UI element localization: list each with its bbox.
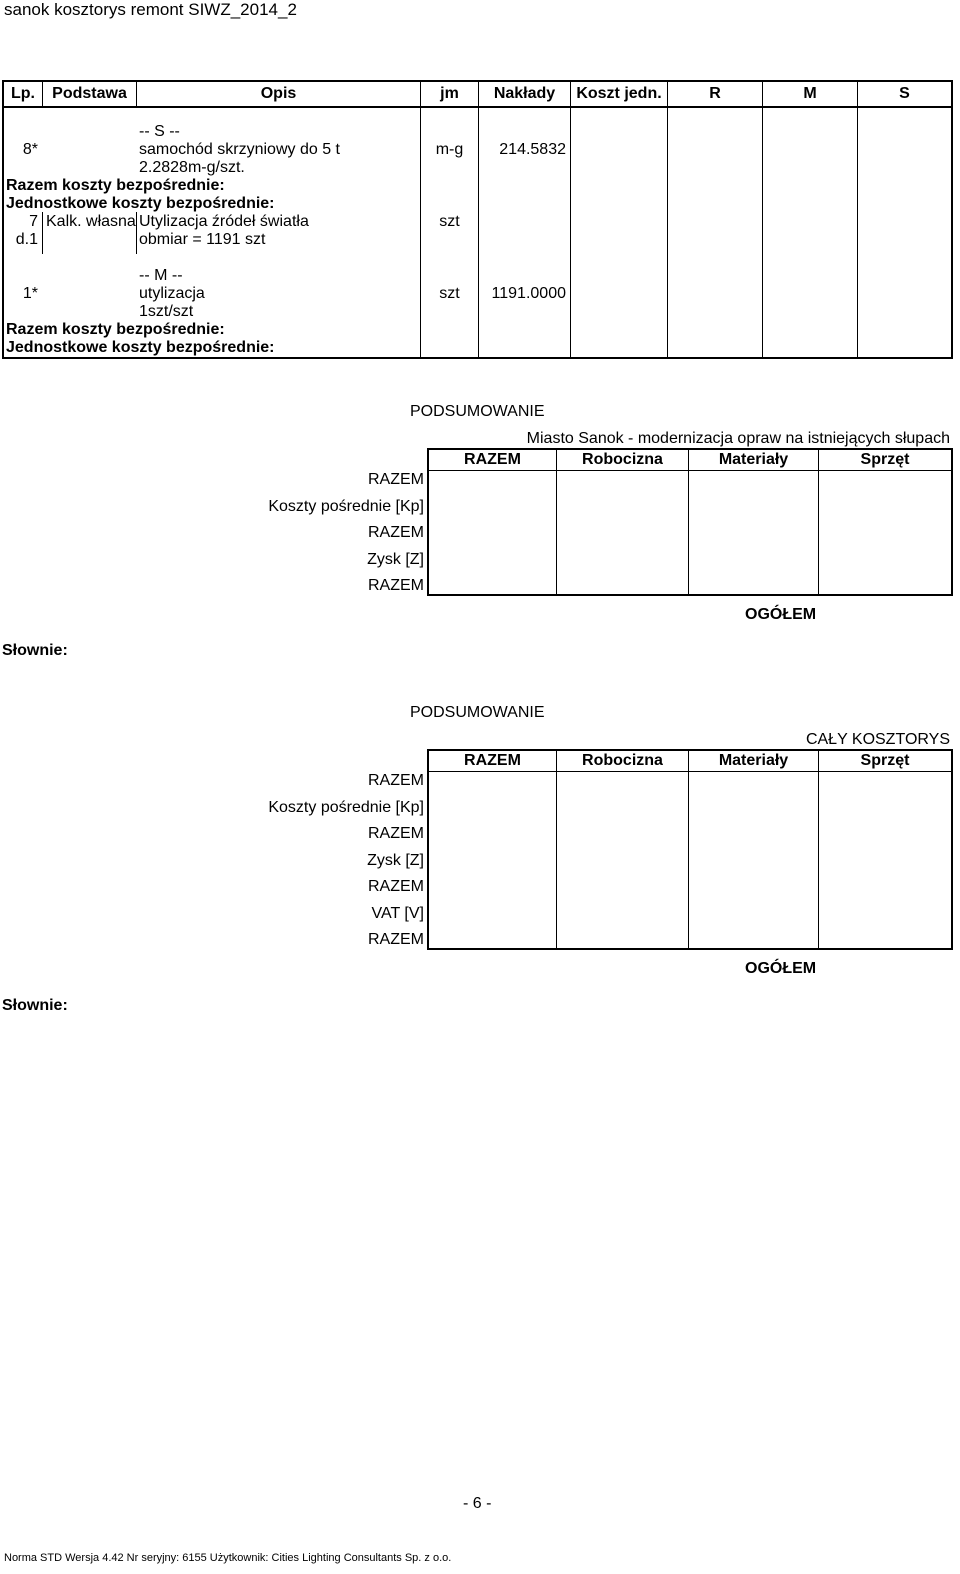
- summary-column-razem: RAZEM: [464, 451, 521, 468]
- summary-column-robocizna: Robocizna: [582, 451, 663, 468]
- summary-row-label: VAT [V]: [371, 905, 424, 922]
- position-number-detail: d.1: [15, 231, 38, 248]
- summary-total: OGÓŁEM: [745, 606, 817, 623]
- header-podstawa: Podstawa: [52, 85, 127, 102]
- row-naklady: 214.5832: [499, 141, 566, 158]
- header-r: R: [709, 85, 721, 102]
- razem-label: Razem koszty bezpośrednie:: [6, 321, 225, 338]
- row-opis-line: -- M --: [139, 267, 183, 284]
- summary-heading: PODSUMOWANIE: [410, 704, 545, 721]
- summary-row-label: Zysk [Z]: [367, 551, 424, 568]
- razem-label: Razem koszty bezpośrednie:: [6, 177, 225, 194]
- position-obmiar: obmiar = 1191 szt: [139, 231, 266, 248]
- row-opis-line: utylizacja: [139, 285, 205, 302]
- row-jm: m-g: [435, 141, 464, 158]
- summary-row-label: Koszty pośrednie [Kp]: [268, 799, 424, 816]
- footer-text: Norma STD Wersja 4.42 Nr seryjny: 6155 Użytkownik: Cities Lighting Consultants Sp. z o.o.: [4, 1552, 452, 1564]
- summary-row-label: Koszty pośrednie [Kp]: [268, 498, 424, 515]
- summary-row-label: RAZEM: [368, 524, 424, 541]
- summary-heading: PODSUMOWANIE: [410, 403, 545, 420]
- summary-row-label: RAZEM: [368, 931, 424, 948]
- header-opis: Opis: [260, 85, 297, 102]
- jednostkowe-label: Jednostkowe koszty bezpośrednie:: [6, 339, 275, 356]
- row-opis-line: 1szt/szt: [139, 303, 194, 320]
- row-jm: szt: [439, 285, 460, 302]
- header-s: S: [899, 85, 910, 102]
- document-title: sanok kosztorys remont SIWZ_2014_2: [4, 0, 297, 19]
- summary-column-robocizna: Robocizna: [582, 752, 663, 769]
- row-naklady: 1191.0000: [491, 285, 566, 302]
- header-lp: Lp.: [11, 85, 35, 102]
- summary-row-label: RAZEM: [368, 471, 424, 488]
- summary-subtitle: CAŁY KOSZTORYS: [805, 731, 950, 748]
- summary-column-sprzet: Sprzęt: [860, 451, 910, 468]
- summary-row-label: Zysk [Z]: [367, 852, 424, 869]
- summary-row-label: RAZEM: [368, 772, 424, 789]
- position-number: 7: [29, 213, 38, 230]
- row-opis-line: 2.2828m-g/szt.: [139, 159, 245, 176]
- header-naklady: Nakłady: [493, 85, 556, 102]
- summary-column-materialy: Materiały: [718, 451, 789, 468]
- row-lp: 1*: [22, 285, 38, 302]
- summary-row-label: RAZEM: [368, 577, 424, 594]
- row-lp: 8*: [22, 141, 38, 158]
- slownie-label: Słownie:: [2, 997, 68, 1014]
- header-koszt-jedn: Koszt jedn.: [576, 85, 662, 102]
- jednostkowe-label: Jednostkowe koszty bezpośrednie:: [6, 195, 275, 212]
- header-jm: jm: [440, 85, 459, 102]
- summary-column-materialy: Materiały: [718, 752, 789, 769]
- row-opis-line: -- S --: [139, 123, 180, 140]
- row-opis-line: samochód skrzyniowy do 5 t: [139, 141, 340, 158]
- position-podstawa: Kalk. własna: [46, 213, 136, 230]
- header-m: M: [803, 85, 817, 102]
- summary-column-razem: RAZEM: [464, 752, 521, 769]
- slownie-label: Słownie:: [2, 642, 68, 659]
- page-number: - 6 -: [463, 1495, 492, 1512]
- summary-column-sprzet: Sprzęt: [860, 752, 910, 769]
- summary-row-label: RAZEM: [368, 878, 424, 895]
- position-opis: Utylizacja źródeł światła: [139, 213, 309, 230]
- position-jm: szt: [439, 213, 460, 230]
- summary-total: OGÓŁEM: [745, 960, 817, 977]
- summary-subtitle: Miasto Sanok - modernizacja opraw na istniejących słupach: [526, 430, 950, 447]
- summary-row-label: RAZEM: [368, 825, 424, 842]
